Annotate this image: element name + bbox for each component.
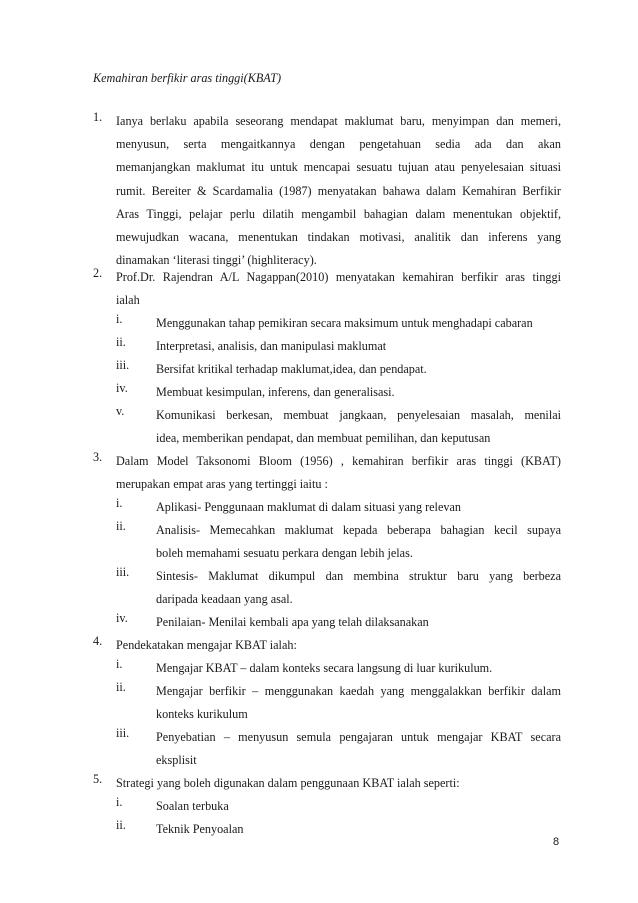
sub-item bbox=[116, 818, 561, 841]
sub-item bbox=[116, 565, 561, 611]
text-line: Mengajar berfikir – menggunakan kaedah yang menggalakkan berfikir dalam bbox=[156, 684, 561, 698]
sub-item bbox=[116, 519, 561, 565]
sub-item-numeral: v. bbox=[116, 404, 125, 418]
text-line: Menggunakan tahap pemikiran secara maksimum untuk menghadapi cabaran bbox=[156, 316, 533, 330]
sub-item bbox=[116, 680, 561, 726]
item-body bbox=[116, 110, 561, 272]
text-line: Soalan terbuka bbox=[156, 799, 229, 813]
sub-item-numeral: iii. bbox=[116, 358, 130, 372]
text-line: Pendekatakan mengajar KBAT ialah: bbox=[116, 638, 297, 652]
text-line: Bersifat kritikal terhadap maklumat,idea, dan pendapat. bbox=[156, 362, 427, 376]
text-line: Strategi yang boleh digunakan dalam penggunaan KBAT ialah seperti: bbox=[116, 776, 460, 790]
item-body bbox=[116, 450, 561, 496]
text-line: eksplisit bbox=[156, 753, 197, 768]
sub-item bbox=[116, 657, 561, 680]
numbered-item-5 bbox=[93, 772, 561, 795]
text-line: rumit. Bereiter & Scardamalia (1987) menyatakan bahawa dalam Kemahiran Berfikir bbox=[116, 183, 561, 198]
item-number: 1. bbox=[93, 110, 103, 124]
sub-item bbox=[116, 335, 561, 358]
sub-item-numeral: iii. bbox=[116, 565, 130, 579]
item-body bbox=[116, 634, 561, 657]
item-body bbox=[116, 772, 561, 795]
text-line: mewujudkan wacana, menentukan tindakan motivasi, analitik dan inferens yang bbox=[116, 230, 561, 245]
sub-item-numeral: iv. bbox=[116, 611, 128, 625]
text-line: Interpretasi, analisis, dan manipulasi maklumat bbox=[156, 339, 387, 353]
text-line: Aras Tinggi, pelajar perlu dilatih mengambil bahagian dalam menentukan objektif, bbox=[116, 206, 561, 221]
numbered-item-2 bbox=[93, 266, 561, 312]
text-line: merupakan empat aras yang tertinggi iaitu : bbox=[116, 477, 328, 492]
item-number: 3. bbox=[93, 450, 103, 464]
item-body bbox=[116, 266, 561, 312]
text-line: daripada keadaan yang asal. bbox=[156, 592, 293, 607]
text-line: Analisis- Memecahkan maklumat kepada beberapa bahagian kecil supaya bbox=[156, 523, 561, 537]
text-line: Ianya berlaku apabila seseorang mendapat maklumat baru, menyimpan dan memeri, bbox=[116, 114, 561, 128]
item-number: 4. bbox=[93, 634, 103, 648]
text-line: Dalam Model Taksonomi Bloom (1956) , kemahiran berfikir aras tinggi (KBAT) bbox=[116, 454, 561, 468]
page-number: 8 bbox=[553, 836, 560, 848]
sub-item bbox=[116, 381, 561, 404]
sub-item bbox=[116, 404, 561, 450]
item-number: 2. bbox=[93, 266, 103, 280]
sub-item bbox=[116, 726, 561, 772]
text-line: ialah bbox=[116, 293, 140, 308]
sub-item-numeral: i. bbox=[116, 496, 123, 510]
text-line: Aplikasi- Penggunaan maklumat di dalam situasi yang relevan bbox=[156, 500, 461, 514]
section-heading: Kemahiran berfikir aras tinggi(KBAT) bbox=[93, 71, 282, 85]
numbered-item-4 bbox=[93, 634, 561, 657]
sub-item bbox=[116, 611, 561, 634]
text-line: boleh memahami sesuatu perkara dengan lebih jelas. bbox=[156, 546, 413, 561]
sub-item bbox=[116, 496, 561, 519]
text-line: menyusun, serta mengaitkannya dengan pengetahuan sedia ada dan akan bbox=[116, 137, 561, 152]
text-line: Penyebatian – menyusun semula pengajaran untuk mengajar KBAT secara bbox=[156, 730, 561, 744]
text-line: Mengajar KBAT – dalam konteks secara langsung di luar kurikulum. bbox=[156, 661, 493, 675]
text-line: konteks kurikulum bbox=[156, 707, 248, 722]
text-line: dinamakan ‘literasi tinggi’ (highliteracy). bbox=[116, 253, 317, 268]
sub-item bbox=[116, 312, 561, 335]
sub-item bbox=[116, 795, 561, 818]
sub-item-numeral: iv. bbox=[116, 381, 128, 395]
item-number: 5. bbox=[93, 772, 103, 786]
numbered-item-1 bbox=[93, 110, 561, 272]
sub-item-numeral: i. bbox=[116, 657, 123, 671]
sub-item-numeral: ii. bbox=[116, 335, 126, 349]
text-line: Prof.Dr. Rajendran A/L Nagappan(2010) menyatakan kemahiran berfikir aras tinggi bbox=[116, 270, 561, 284]
numbered-item-3 bbox=[93, 450, 561, 496]
sub-item-numeral: ii. bbox=[116, 680, 126, 694]
text-line: memanjangkan maklumat itu untuk mencapai sesuatu tujuan atau penyelesaian situasi bbox=[116, 160, 561, 175]
text-line: idea, memberikan pendapat, dan membuat pemilihan, dan keputusan bbox=[156, 431, 491, 446]
sub-item-numeral: i. bbox=[116, 312, 123, 326]
text-line: Sintesis- Maklumat dikumpul dan membina struktur baru yang berbeza bbox=[156, 569, 561, 583]
sub-item bbox=[116, 358, 561, 381]
sub-item-numeral: ii. bbox=[116, 519, 126, 533]
text-line: Penilaian- Menilai kembali apa yang telah dilaksanakan bbox=[156, 615, 429, 629]
sub-item-numeral: ii. bbox=[116, 818, 126, 832]
text-line: Teknik Penyoalan bbox=[156, 822, 244, 836]
text-line: Membuat kesimpulan, inferens, dan generalisasi. bbox=[156, 385, 395, 399]
sub-item-numeral: i. bbox=[116, 795, 123, 809]
text-line: Komunikasi berkesan, membuat jangkaan, penyelesaian masalah, menilai bbox=[156, 408, 561, 422]
sub-item-numeral: iii. bbox=[116, 726, 130, 740]
